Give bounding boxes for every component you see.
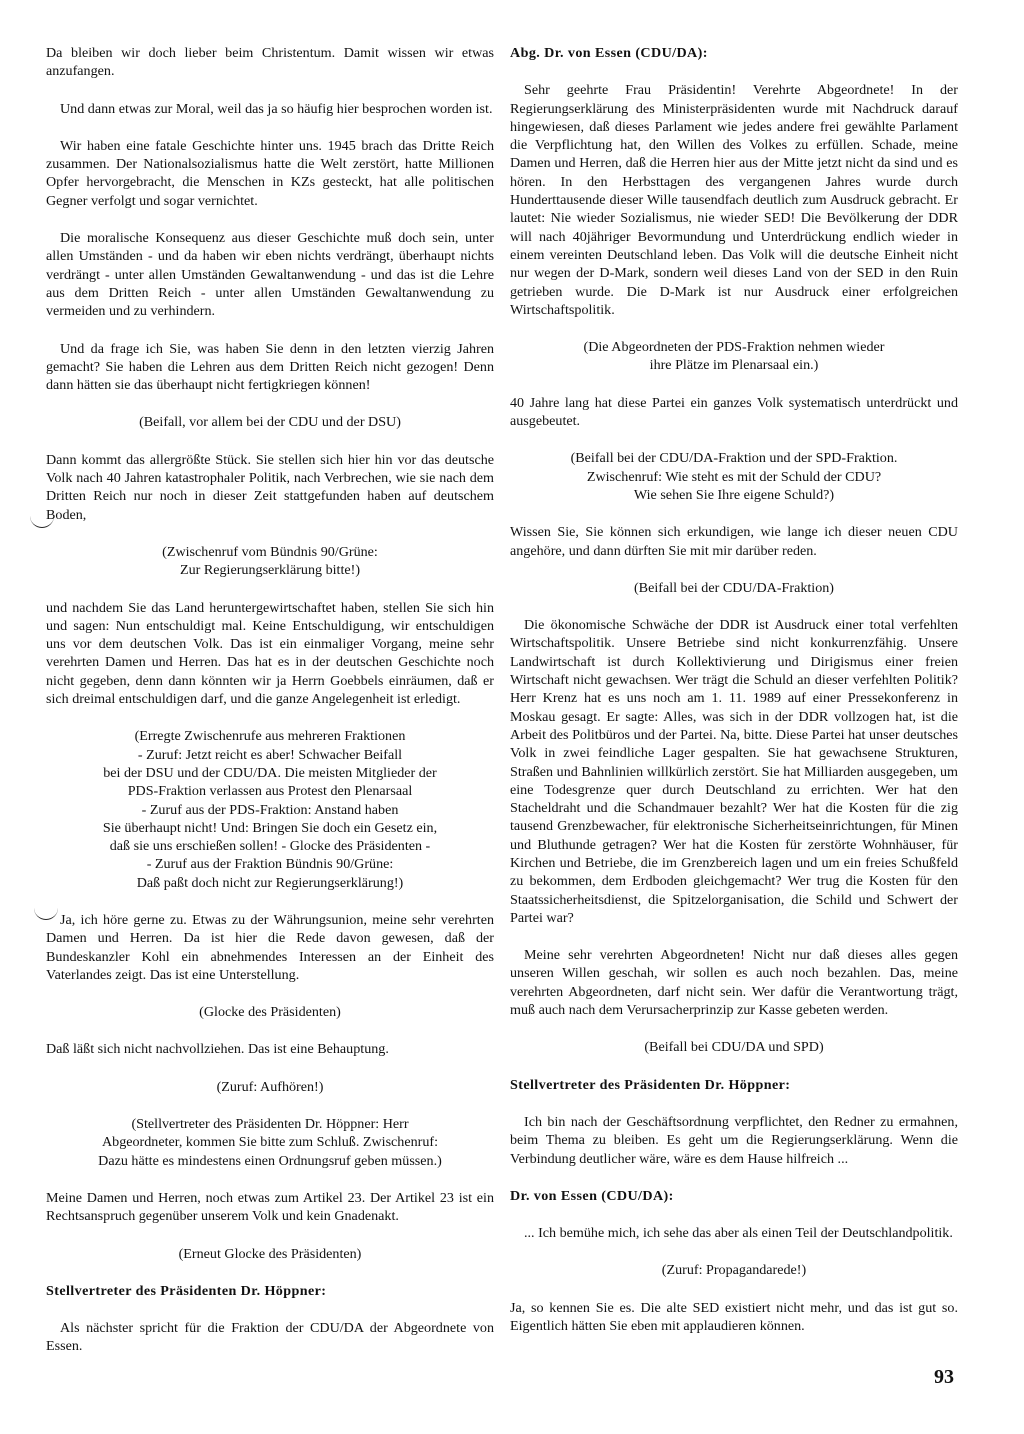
- interjection: [510, 1261, 958, 1279]
- text-line: - Zuruf: Jetzt reicht es aber! Schwacher Beifall: [137, 746, 403, 763]
- text-line: Dazu hätte es mindestens einen Ordnungsruf geben müssen.): [98, 1152, 442, 1169]
- paragraph: [510, 1299, 958, 1336]
- text-line: Stellvertreter des Präsidenten Dr. Höppner:: [46, 1282, 327, 1299]
- text-line: Die ökonomische Schwäche der DDR ist Ausdruck einer total verfehlten Wirtschaftspolitik. Unsere Betriebe sind nicht konkurrenzfähig. Unsere Landwirtschaft ist durch Kollektivierung und Dirigismus einer freien Wirtschaft nicht gewachsen. Wer trägt die Schuld an dieser verfehlten Politik? Herr Krenz hat es uns noch am 1. 11. 1989 auf einer Pressekonferenz in Moskau gesagt. Er sagte: Alles, was sich in der DDR vollzogen hat, ist die Arbeit des Politbüros und der Partei. Na, bitte. Diese Partei hat unser deutsches Volk in zwei feindliche Lager gespalten. Sie hat gewachsene Strukturen, Straßen und Bahnlinien willkürlich zerstört. Sie hat Milliarden ausgegeben, um eine Todesgrenze quer durch Deutschland zu errichten. Wer hat den Stacheldraht und die Schandmauer bezahlt? Wer hat die Kosten für die zig tausend Grenzbewacher, für elektronische Sicherheitseinrichtungen, für Minen und Bluthunde getragen? Wer hat die Kosten für zerstörte Wohnhäuser, für Kirchen und Betriebe, die im Grenzbereich lagen und um ein freies Schußfeld zu bekommen, dem Erdboden gleichgemacht? Wer trug die Kosten für den Staatssicherheitsdienst, die Spitzelorganisation, die Schild und Schwert der Partei war?: [510, 617, 958, 926]
- paragraph: [510, 1224, 958, 1242]
- text-line: Wie sehen Sie Ihre eigene Schuld?): [633, 486, 835, 503]
- text-line: Wir haben eine fatale Geschichte hinter uns. 1945 brach das Dritte Reich zusammen. Der Nationalsozialismus hatte die Welt zerstört, hatte Millionen Opfer hervorgebracht, die Menschen in KZs gesteckt, hat alle politischen Gegner verfolgt und sogar vernichtet.: [46, 137, 494, 209]
- text-line: (Zuruf: Aufhören!): [216, 1078, 324, 1095]
- interjection: [510, 579, 958, 597]
- interjection: [510, 338, 958, 375]
- text-line: (Zuruf: Propagandarede!): [661, 1262, 807, 1279]
- text-line: Ja, ich höre gerne zu. Etwas zu der Währungsunion, meine sehr verehrten Damen und Herren. Da ist hier die Rede davon gewesen, daß der Bundeskanzler Kohl ein abnehmendes Interessen an der Einheit des Vaterlandes zeigt. Das ist eine Unterstellung.: [46, 911, 494, 983]
- text-line: Sie überhaupt nicht! Und: Bringen Sie doch ein Gesetz ein,: [102, 819, 438, 836]
- speaker-heading: [510, 1187, 958, 1205]
- interjection: [46, 727, 494, 892]
- text-line: Daß läßt sich nicht nachvollziehen. Das ist eine Behauptung.: [46, 1041, 389, 1058]
- text-line: ... Ich bemühe mich, ich sehe das aber als einen Teil der Deutschlandpolitik.: [524, 1225, 953, 1242]
- text-line: Ja, so kennen Sie es. Die alte SED existiert nicht mehr, und das ist gut so. Eigentlich hätten Sie eben mit applaudieren können.: [510, 1299, 958, 1335]
- text-line: Und dann etwas zur Moral, weil das ja so häufig hier besprochen worden ist.: [60, 100, 493, 117]
- interjection: [46, 1003, 494, 1021]
- paragraph: [46, 44, 494, 81]
- paragraph: [46, 137, 494, 210]
- paragraph: [510, 394, 958, 431]
- text-line: Abg. Dr. von Essen (CDU/DA):: [510, 45, 708, 61]
- text-line: (Beifall bei der CDU/DA-Fraktion und der SPD-Fraktion.: [570, 450, 898, 467]
- text-line: (Beifall, vor allem bei der CDU und der DSU): [139, 414, 401, 431]
- paragraph: [46, 229, 494, 320]
- text-line: (Erneut Glocke des Präsidenten): [178, 1245, 362, 1262]
- text-line: daß sie uns erschießen sollen! - Glocke des Präsidenten -: [109, 838, 431, 855]
- interjection: [46, 413, 494, 431]
- text-line: Sehr geehrte Frau Präsidentin! Verehrte Abgeordnete! In der Regierungserklärung des Ministerpräsidenten wurde mit Nachdruck darauf hingewiesen, daß dieses Parlament wie jedes andere frei gewählte Parlament die Verpflichtung hat, den Willen des Volkes zu erfüllen. Schade, meine Damen und Herren, daß die Herren hier aus der Mitte jetzt nicht da sind und es hören. In den Herbsttagen des vergangenen Jahres wurde durch Hunderttausende dieser Wille tausendfach deutlich zum Ausdruck gebracht. Er lautet: Nie wieder Sozialismus, nie wieder SED! Die Bevölkerung der DDR will nach 40jähriger Bevormundung und Unterdrückung endlich wieder in einem vereinten Deutschland leben. Das Volk will die deutsche Einheit nicht nur wegen der D-Mark, sondern weil dieses Land von der SED in den Ruin getrieben wurde. Die D-Mark ist nur Ausdruck einer erfolgreichen Wirtschaftspolitik.: [510, 82, 958, 318]
- interjection: [510, 1038, 958, 1056]
- paragraph: [46, 340, 494, 395]
- paragraph: [46, 599, 494, 709]
- text-line: (Glocke des Präsidenten): [199, 1004, 341, 1021]
- text-line: Abgeordneter, kommen Sie bitte zum Schluß. Zwischenruf:: [101, 1134, 439, 1151]
- interjection: [46, 1078, 494, 1096]
- text-line: (Stellvertreter des Präsidenten Dr. Höppner: Herr: [131, 1116, 409, 1133]
- text-line: (Beifall bei der CDU/DA-Fraktion): [633, 579, 834, 596]
- text-line: - Zuruf aus der PDS-Fraktion: Anstand haben: [141, 801, 399, 818]
- text-line: Stellvertreter des Präsidenten Dr. Höppner:: [510, 1076, 791, 1093]
- text-line: - Zuruf aus der Fraktion Bündnis 90/Grüne:: [146, 856, 394, 873]
- text-line: Da bleiben wir doch lieber beim Christentum. Damit wissen wir etwas anzufangen.: [46, 45, 494, 80]
- text-line: Meine Damen und Herren, noch etwas zum Artikel 23. Der Artikel 23 ist ein Rechtsanspruch gegenüber unserem Volk und kein Gnadenakt.: [46, 1189, 494, 1225]
- page-number: 93: [934, 1366, 954, 1388]
- text-line: 40 Jahre lang hat diese Partei ein ganzes Volk systematisch unterdrückt und ausgebeutet.: [510, 394, 958, 430]
- text-line: Meine sehr verehrten Abgeordneten! Nicht nur daß dieses alles gegen unseren Willen geschah, wir sollen es auch noch bezahlen. Das, meine verehrten Abgeordneten, darf nicht sein. Wer dafür die Verantwortung trägt, muß auch nach dem Verursacherprinzip zur Kasse gebeten werden.: [510, 947, 958, 1019]
- text-line: Ich bin nach der Geschäftsordnung verpflichtet, den Redner zu ermahnen, beim Thema zu bleiben. Es geht um die Regierungserklärung. Wenn die Verbindung deutlicher wäre, wäre es dem Hause hilfreich ...: [510, 1113, 958, 1167]
- text-line: (Beifall bei CDU/DA und SPD): [644, 1039, 824, 1056]
- text-line: Dr. von Essen (CDU/DA):: [510, 1187, 674, 1204]
- left-column: [46, 44, 494, 1375]
- text-line: (Erregte Zwischenrufe aus mehreren Fraktionen: [134, 728, 406, 745]
- text-line: ihre Plätze im Plenarsaal ein.): [649, 357, 819, 374]
- paragraph: [46, 1040, 494, 1058]
- speaker-heading: [510, 44, 958, 62]
- text-line: (Die Abgeordneten der PDS-Fraktion nehmen wieder: [583, 339, 885, 356]
- text-line: Dann kommt das allergrößte Stück. Sie stellen sich hier hin vor das deutsche Volk nach 40 Jahren katastrophaler Politik, nach Verbrechen, wie sie nach dem Dritten Reich nur noch in dieser Zeit stattgefunden haben auf deutschem Boden,: [46, 451, 494, 523]
- text-line: Daß paßt doch nicht zur Regierungserklärung!): [136, 874, 404, 891]
- interjection: [510, 449, 958, 504]
- text-line: (Zwischenruf vom Bündnis 90/Grüne:: [162, 543, 378, 560]
- interjection: [46, 1115, 494, 1170]
- paragraph: [46, 451, 494, 524]
- text-line: und nachdem Sie das Land heruntergewirtschaftet haben, stellen Sie sich hin und sagen: Nun entschuldigt mal. Keine Entschuldigung, wir entschuldigen uns vor dem deutschen Volk. Das ist ein einmaliger Vorgang, meine sehr verehrten Damen und Herren. Das hat es in der deutschen Geschichte noch nicht gegeben, denn dann könnten wir ja Herrn Goebbels einräumen, daß er sich dreimal entschuldigen darf, und die ganze Angelegenheit ist erledigt.: [46, 599, 494, 708]
- text-line: Und da frage ich Sie, was haben Sie denn in den letzten vierzig Jahren gemacht? Sie haben die Lehren aus dem Dritten Reich nicht gezogen! Denn dann hätten sie das überhaupt nicht fertigkriegen können!: [46, 340, 494, 394]
- interjection: [46, 543, 494, 580]
- paragraph: [46, 911, 494, 984]
- text-line: Zwischenruf: Wie steht es mit der Schuld der CDU?: [586, 468, 882, 485]
- text-line: Wissen Sie, Sie können sich erkundigen, wie lange ich dieser neuen CDU angehöre, und dann dürften Sie mit mir darüber reden.: [510, 524, 958, 559]
- paragraph: [510, 81, 958, 319]
- text-line: Zur Regierungserklärung bitte!): [179, 562, 361, 579]
- paragraph: [510, 616, 958, 927]
- paragraph: [46, 100, 494, 118]
- paragraph: [46, 1189, 494, 1226]
- paragraph: [510, 946, 958, 1019]
- speaker-heading: [46, 1282, 494, 1300]
- text-line: Die moralische Konsequenz aus dieser Geschichte muß doch sein, unter allen Umständen - und da haben wir eben nichts verdrängt, überhaupt nichts verdrängt - unter allen Umständen Gewaltanwendung - und das ist die Lehre aus dem Dritten Reich - unter allen Umständen Gewaltanwendung zu vermeiden und zu verhindern.: [46, 230, 494, 320]
- paragraph: [46, 1319, 494, 1356]
- text-line: PDS-Fraktion verlassen aus Protest den Plenarsaal: [127, 783, 413, 800]
- speaker-heading: [510, 1076, 958, 1094]
- text-line: bei der DSU und der CDU/DA. Die meisten Mitglieder der: [103, 764, 437, 781]
- paragraph: [510, 523, 958, 560]
- paragraph: [510, 1113, 958, 1168]
- text-line: Als nächster spricht für die Fraktion der CDU/DA der Abgeordnete von Essen.: [46, 1320, 494, 1355]
- right-column: [510, 44, 958, 1354]
- interjection: [46, 1245, 494, 1263]
